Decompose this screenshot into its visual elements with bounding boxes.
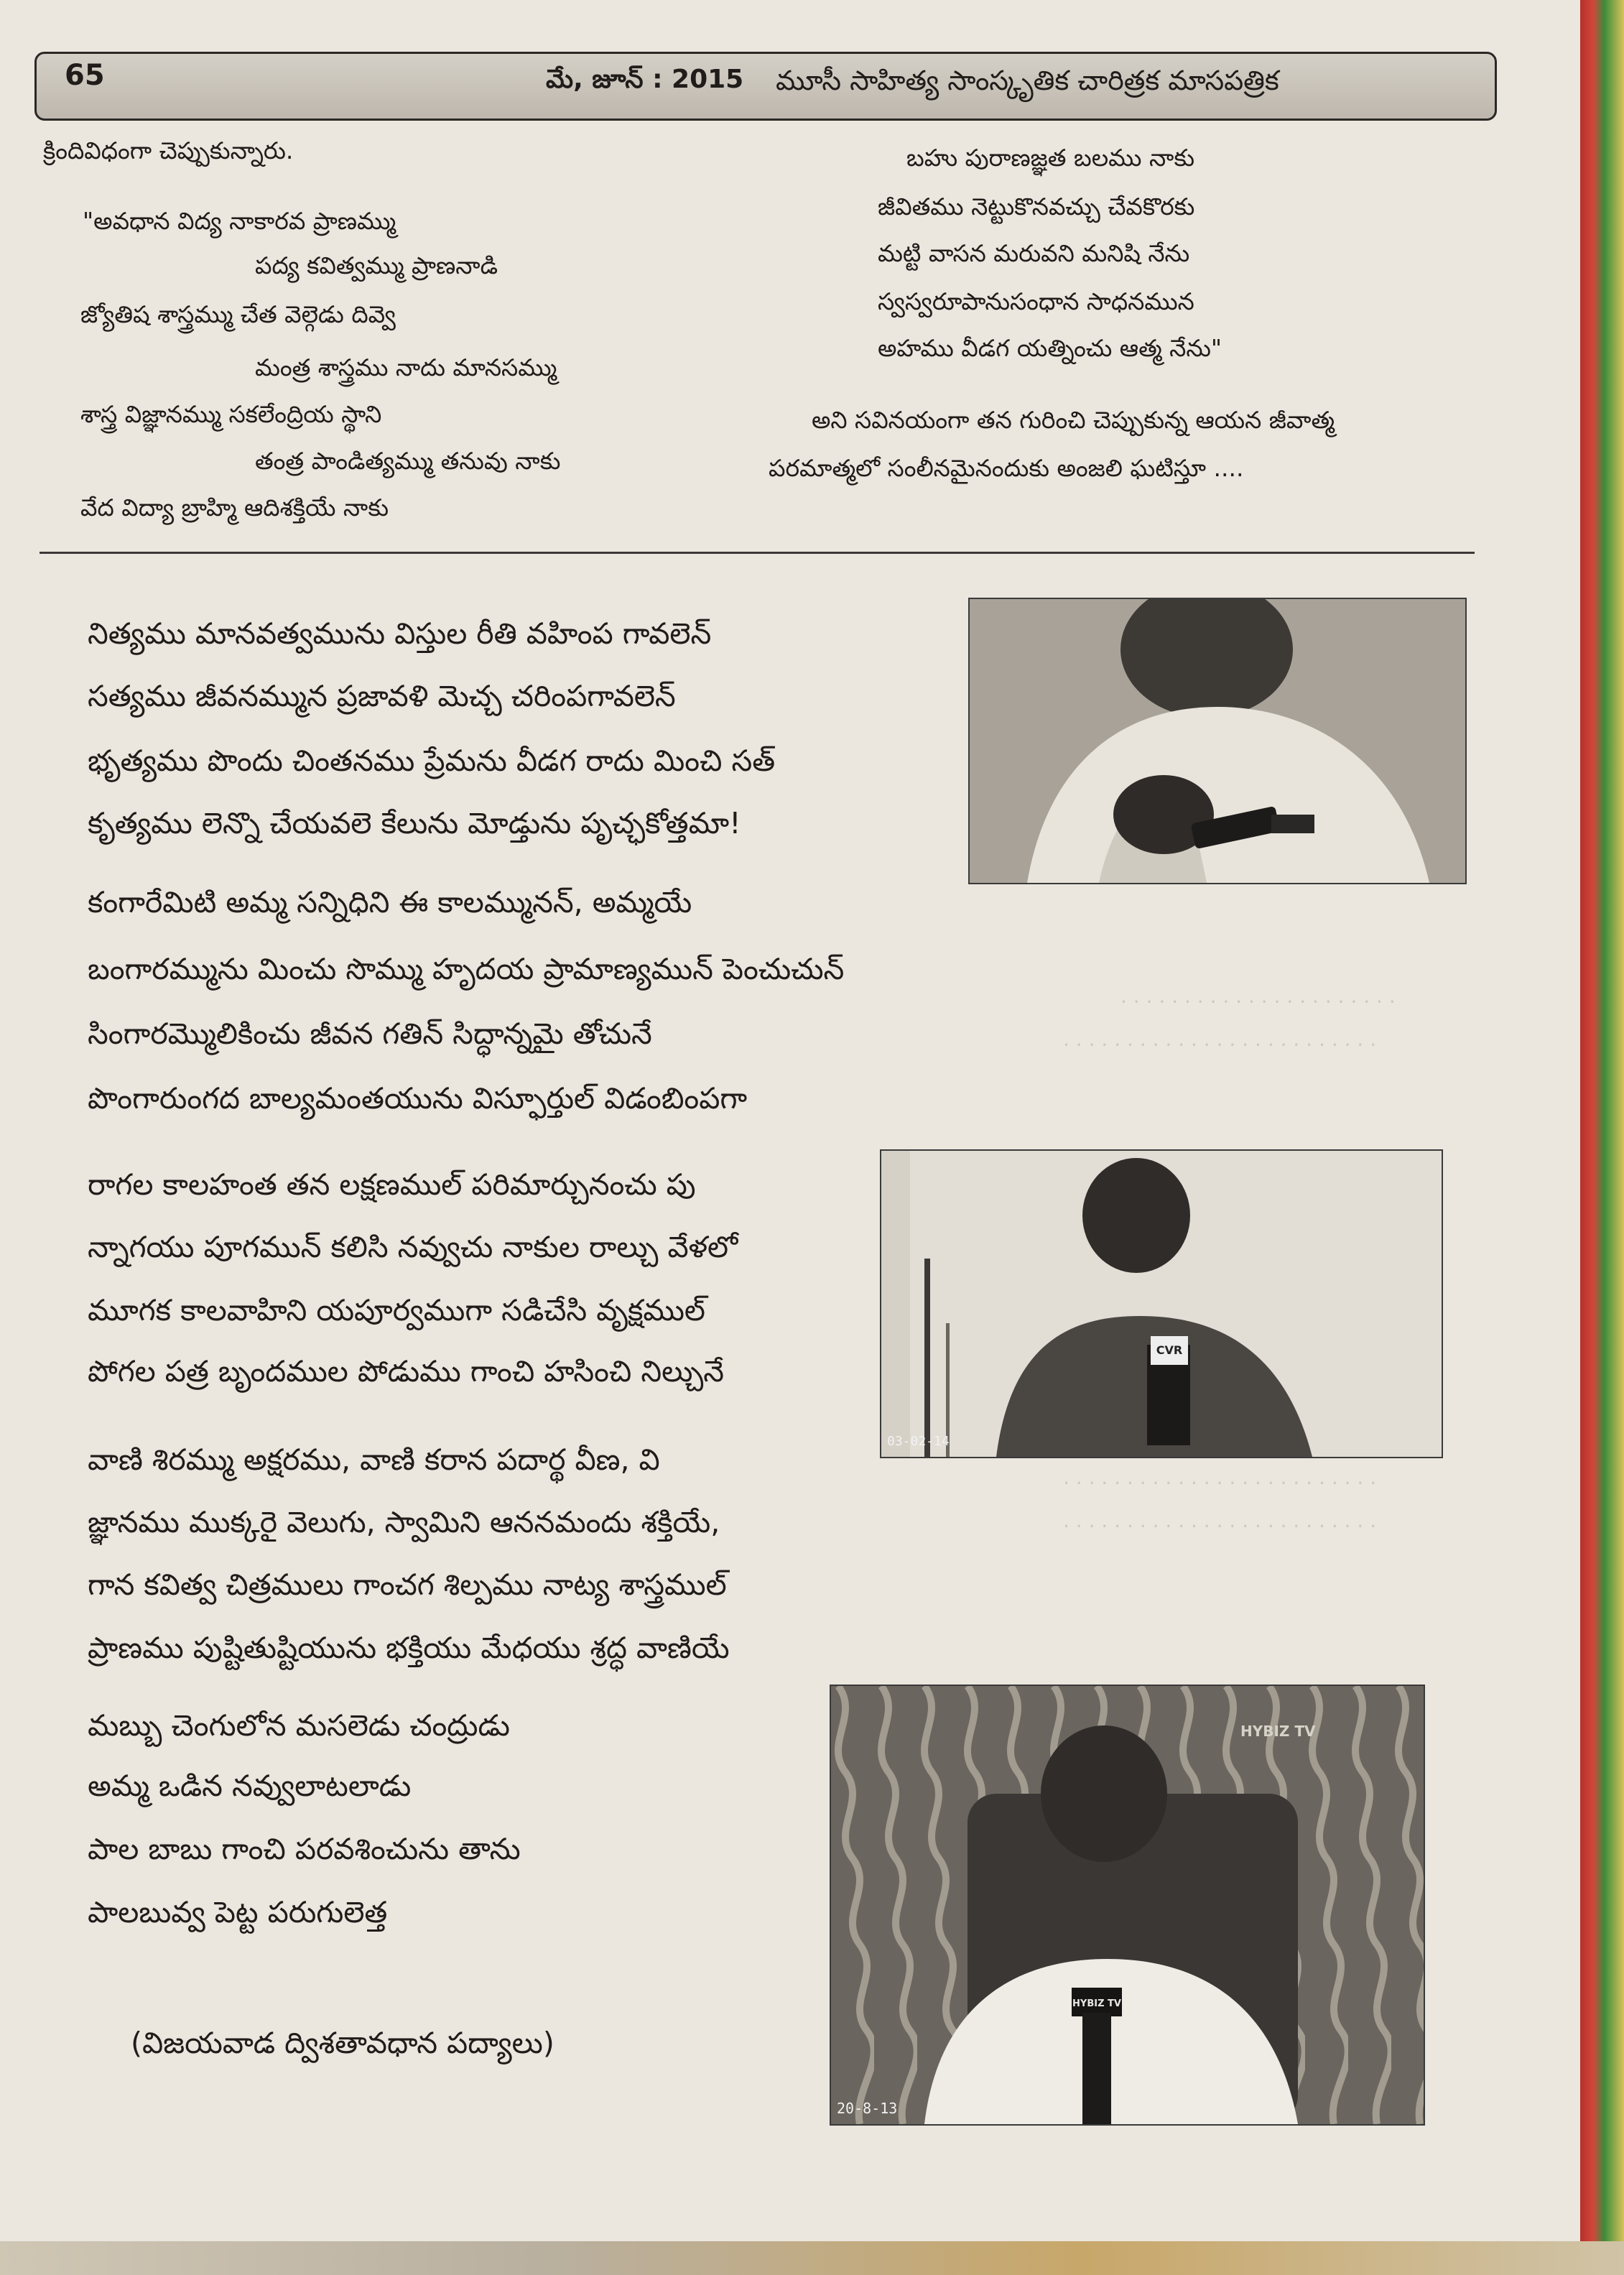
- intro-line: క్రిందివిధంగా చెప్పుకున్నారు.: [43, 136, 294, 165]
- magazine-title: మూసీ సాహిత్య సాంస్కృతిక చారిత్రక మాసపత్రిక: [776, 65, 1279, 96]
- adjacent-page-edge: [1580, 0, 1624, 2275]
- verse-line: సింగారమ్మొలికించు జీవన గతిన్ సిద్ధాన్నమై తోచునే: [88, 1016, 652, 1051]
- poem-line: వేద విద్యా బ్రాహ్మి ఆదిశక్తియే నాకు: [80, 494, 389, 522]
- mic-label-hybiz: HYBIZ TV: [1072, 1998, 1121, 2009]
- poem-line: బహు పురాణజ్ఞత బలము నాకు: [906, 144, 1195, 172]
- verse-line: న్నాగయు పూగమున్ కలిసి నవ్వుచు నాకుల రాల్చు వేళలో: [88, 1230, 738, 1264]
- interview-photo-1: [968, 598, 1467, 884]
- verse-line: జ్ఞానము ముక్కరై వెలుగు, స్వామిని ఆననమందు శక్తియే,: [88, 1505, 720, 1539]
- bleed-through-text: . . . . . . . . . . . . . . . . . . . . . . . . .: [1063, 1509, 1377, 1532]
- timestamp-photo-2: 03-02-14: [887, 1434, 950, 1449]
- verse-line: సత్యము జీవనమ్మున ప్రజావళి మెచ్చ చరింపగావలెన్: [88, 679, 676, 713]
- mic-label-cvr: CVR: [1156, 1343, 1183, 1357]
- poem-line: శాస్త్ర విజ్ఞానమ్ము సకలేంద్రియ స్థాని: [80, 400, 382, 428]
- poem-line: అహము వీడగ యత్నించు ఆత్మ నేను": [878, 334, 1222, 362]
- verse-line: పొంగారుంగద బాల్యమంతయును విస్ఫూర్తుల్ విడంబింపగా: [88, 1081, 748, 1116]
- poem-line: మంత్ర శాస్త్రము నాదు మానసమ్ము: [255, 353, 557, 381]
- verse-line: కంగారేమిటి అమ్మ సన్నిధిని ఈ కాలమ్మునన్, అమ్మయే: [88, 885, 692, 919]
- verse-line: భృత్యము పొందు చింతనము ప్రేమను వీడగ రాదు మించి సత్: [88, 743, 776, 778]
- verse-line: వాణి శిరమ్ము అక్షరము, వాణి కరాన పదార్థ వీణ, వి: [88, 1442, 660, 1477]
- verse-line: పాలబువ్వ పెట్ట పరుగులెత్త: [88, 1895, 388, 1929]
- verse-line: రాగల కాలహంత తన లక్షణముల్ పరిమార్చునంచు పు: [88, 1167, 696, 1202]
- verse-line: మూగక కాలవాహిని యపూర్వముగా సడిచేసి వృక్షముల్: [88, 1293, 705, 1328]
- interview-photo-2: [880, 1149, 1443, 1458]
- section-divider: [40, 552, 1475, 554]
- page-number: 65: [65, 59, 105, 92]
- verse-line: ప్రాణము పుష్టితుష్టియును భక్తియు మేధయు శ్రద్ధ వాణియే: [88, 1631, 730, 1665]
- bleed-through-text: . . . . . . . . . . . . . . . . . . . . . . . . .: [1063, 1465, 1377, 1489]
- issue-date: మే, జూన్ : 2015: [546, 65, 744, 94]
- verse-line: పోగల పత్ర బృందముల పోడుము గాంచి హసించి నిల్చునే: [88, 1354, 725, 1389]
- poem-line: "అవధాన విద్య నాకారవ ప్రాణమ్ము: [83, 207, 396, 235]
- closing-line: అని సవినయంగా తన గురించి చెప్పుకున్న ఆయన జీవాత్మ: [812, 406, 1335, 434]
- verse-line: మబ్బు చెంగులోన మసలెడు చంద్రుడు: [88, 1708, 510, 1743]
- bleed-through-text: . . . . . . . . . . . . . . . . . . . . . . . . .: [1063, 1027, 1377, 1051]
- closing-line: పరమాత్మలో సంలీనమైనందుకు అంజలి ఘటిస్తూ ....: [769, 454, 1244, 482]
- interview-photo-3: [830, 1685, 1425, 2126]
- verse-line: బంగారమ్మును మించు సొమ్ము హృదయ ప్రామాణ్యమున్ పెంచుచున్: [88, 952, 845, 986]
- channel-logo: HYBIZ TV: [1240, 1723, 1316, 1740]
- verse-line: నిత్యము మానవత్వమును విస్తుల రీతి వహింప గావలెన్: [88, 616, 712, 651]
- poem-line: జ్యోతిష శాస్త్రమ్ము చేత వెల్గెడు దివ్వె: [80, 300, 396, 328]
- source-caption: (విజయవాడ ద్విశతావధాన పద్యాలు): [131, 2026, 555, 2060]
- verse-line: కృత్యము లెన్నొ చేయవలె కేలును మోడ్తును పృచ్ఛకోత్తమా!: [88, 806, 741, 840]
- poem-line: తంత్ర పాండిత్యమ్ము తనువు నాకు: [255, 447, 561, 475]
- verse-line: అమ్మ ఒడిన నవ్వులాటలాడు: [88, 1769, 412, 1803]
- poem-line: పద్య కవిత్వమ్ము ప్రాణనాడి: [255, 251, 498, 279]
- page-bottom-edge: [0, 2241, 1624, 2275]
- verse-line: గాన కవిత్వ చిత్రములు గాంచగ శిల్పము నాట్య శాస్త్రముల్: [88, 1567, 727, 1602]
- bleed-through-text: . . . . . . . . . . . . . . . . . . . . . .: [1120, 984, 1396, 1008]
- poem-line: స్వస్వరూపానుసంధాన సాధనమున: [878, 287, 1194, 315]
- poem-line: మట్టి వాసన మరువని మనిషి నేను: [878, 239, 1190, 267]
- verse-line: పాల బాబు గాంచి పరవశించును తాను: [88, 1832, 521, 1866]
- poem-line: జీవితము నెట్టుకొనవచ్చు చేవకొరకు: [878, 193, 1195, 221]
- timestamp-photo-3: 20-8-13: [837, 2100, 898, 2117]
